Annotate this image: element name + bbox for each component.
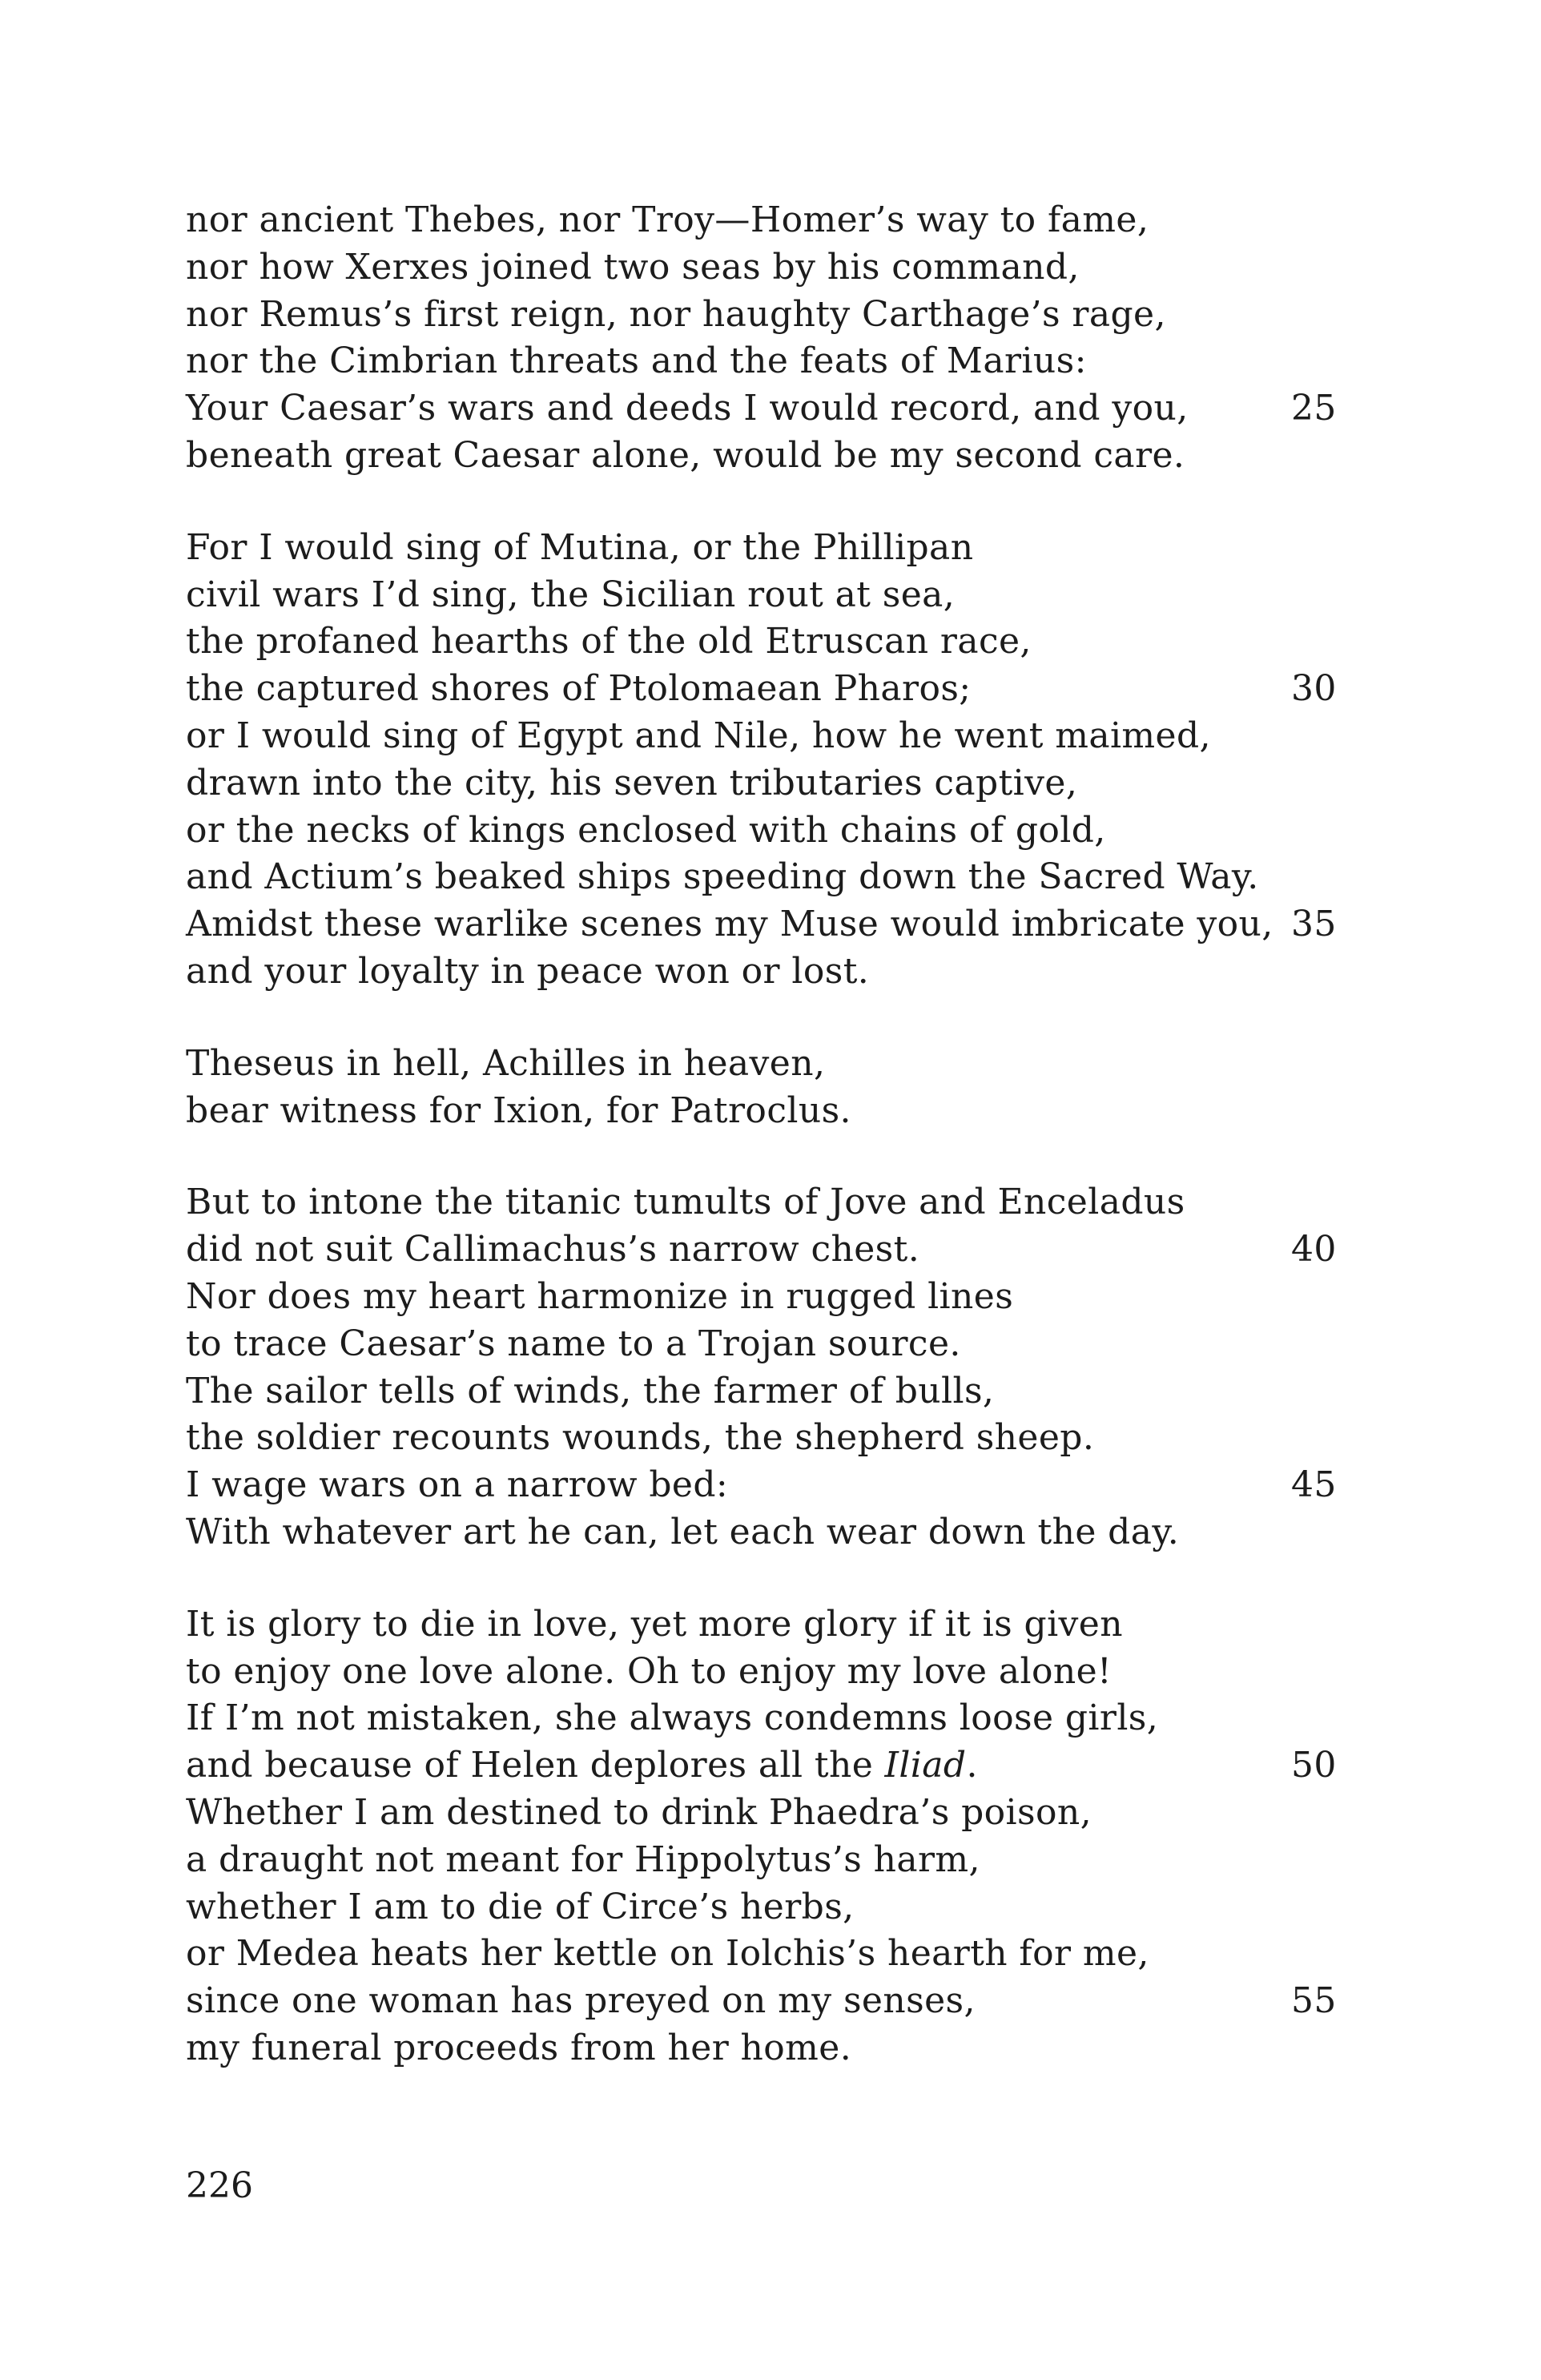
line-text: [186, 1043, 825, 1084]
line-text-roman: the captured shores of Ptolomaean Pharos;: [186, 668, 972, 710]
line-text: [186, 247, 1080, 288]
line-text-roman: Nor does my heart harmonize in rugged lines: [186, 1275, 1014, 1317]
line-text: [186, 1182, 1185, 1222]
line-text-roman: For I would sing of Mutina, or the Phillipan: [186, 526, 974, 568]
line-text: [186, 1697, 1158, 1738]
stanza: [186, 1179, 1355, 1556]
poem-line: [186, 292, 1355, 339]
line-number: 45: [1291, 1464, 1337, 1506]
poem-line: [186, 760, 1355, 807]
line-text: [186, 1090, 851, 1131]
poem-line: [186, 713, 1355, 760]
poem-line: [186, 244, 1355, 292]
line-text-roman: It is glory to die in love, yet more glory if it is given: [186, 1603, 1123, 1645]
line-text: [186, 574, 955, 615]
stanza: [186, 197, 1355, 480]
poem-line: [186, 1790, 1355, 1837]
page-number: 226: [186, 2165, 253, 2206]
line-text-roman: a draught not meant for Hippolytus’s harm,: [186, 1838, 980, 1880]
poem-line: [186, 1041, 1355, 1088]
line-text: [186, 1464, 728, 1505]
poem-line: [186, 1837, 1355, 1884]
line-text: [186, 199, 1149, 240]
poem-line: [186, 807, 1355, 855]
line-text: [186, 1229, 919, 1270]
poem-line: [186, 1509, 1355, 1556]
line-text-roman: since one woman has preyed on my senses,: [186, 1980, 976, 2022]
line-text: [186, 1887, 855, 1927]
poem-line: [186, 572, 1355, 619]
poem-line: [186, 525, 1355, 572]
line-text: [186, 1839, 980, 1880]
poem-line: [186, 433, 1355, 480]
line-text-roman: The sailor tells of winds, the farmer of bulls,: [186, 1370, 995, 1411]
poem-line: [186, 197, 1355, 244]
line-text: [186, 1417, 1094, 1458]
poem-line: [186, 618, 1355, 666]
line-text-italic-title: Iliad: [884, 1745, 967, 1786]
line-text-roman: bear witness for Ixion, for Patroclus.: [186, 1089, 851, 1131]
line-number: 35: [1291, 904, 1337, 945]
poem-line: [186, 1415, 1355, 1462]
line-text: [186, 2028, 851, 2068]
line-number: 50: [1291, 1745, 1337, 1786]
line-text-roman: the soldier recounts wounds, the shepherd sheep.: [186, 1417, 1095, 1459]
line-text-roman: or the necks of kings enclosed with chains of gold,: [186, 809, 1106, 851]
poem-line: [186, 1931, 1355, 1978]
line-number: 30: [1291, 668, 1337, 710]
line-text-roman: and because of Helen deplores all the: [186, 1745, 885, 1786]
poem-line: [186, 338, 1355, 385]
poem-line: [186, 385, 1355, 433]
poem-line: [186, 1321, 1355, 1368]
line-text: [186, 1604, 1123, 1645]
line-text-roman: to enjoy one love alone. Oh to enjoy my love alone!: [186, 1650, 1112, 1692]
line-text-roman: Amidst these warlike scenes my Muse would imbricate you,: [186, 904, 1273, 945]
line-text-roman: and Actium’s beaked ships speeding down the Sacred Way.: [186, 856, 1259, 898]
line-text: [186, 621, 1032, 662]
line-text-roman: But to intone the titanic tumults of Jove and Enceladus: [186, 1182, 1185, 1223]
line-text-roman: I wage wars on a narrow bed:: [186, 1464, 729, 1506]
poem-line: [186, 1368, 1355, 1416]
line-text: [186, 340, 1087, 381]
line-text: [186, 951, 869, 992]
poem-line: [186, 1226, 1355, 1274]
line-text-roman: my funeral proceeds from her home.: [186, 2027, 852, 2068]
poem-line: [186, 854, 1355, 901]
poem-line: [186, 1649, 1355, 1696]
line-text-roman: drawn into the city, his seven tributaries captive,: [186, 762, 1078, 803]
poem-line: [186, 1462, 1355, 1509]
stanza: [186, 1041, 1355, 1135]
line-text: [186, 763, 1077, 803]
line-text-roman: beneath great Caesar alone, would be my second care.: [186, 434, 1185, 476]
line-text-roman: whether I am to die of Circe’s herbs,: [186, 1886, 855, 1927]
line-text-roman: did not suit Callimachus’s narrow chest.: [186, 1229, 920, 1271]
poem-line: [186, 901, 1355, 948]
stanza: [186, 1601, 1355, 2072]
line-number: 40: [1291, 1229, 1337, 1271]
line-text: [186, 1276, 1013, 1317]
line-number: 55: [1291, 1980, 1337, 2022]
line-text-roman: to trace Caesar’s name to a Trojan source.: [186, 1323, 961, 1364]
line-text: [186, 904, 1273, 944]
poem-line: [186, 948, 1355, 996]
line-text-roman: With whatever art he can, let each wear down the day.: [186, 1511, 1180, 1552]
poem-line: [186, 1088, 1355, 1135]
line-text-roman: Whether I am destined to drink Phaedra’s poison,: [186, 1791, 1092, 1833]
line-text: [186, 856, 1259, 897]
line-text: [186, 1745, 978, 1786]
stanza: [186, 525, 1355, 996]
line-text: [186, 1651, 1112, 1692]
line-text: [186, 715, 1211, 756]
line-text-roman: nor Remus’s first reign, nor haughty Carthage’s rage,: [186, 293, 1166, 335]
line-text-roman: or I would sing of Egypt and Nile, how he went maimed,: [186, 715, 1211, 756]
line-text: [186, 1371, 994, 1411]
line-text-trailing: .: [966, 1745, 978, 1786]
line-number: 25: [1291, 388, 1337, 429]
poem-line: [186, 1742, 1355, 1790]
line-text: [186, 294, 1166, 335]
poem-line: [186, 1695, 1355, 1742]
poem-line: [186, 2025, 1355, 2072]
line-text: [186, 1933, 1149, 1974]
line-text: [186, 1792, 1092, 1833]
line-text-roman: or Medea heats her kettle on Iolchis’s hearth for me,: [186, 1933, 1149, 1975]
line-text-roman: Your Caesar’s wars and deeds I would record, and you,: [186, 388, 1189, 429]
line-text-roman: If I’m not mistaken, she always condemns loose girls,: [186, 1697, 1159, 1739]
line-text: [186, 668, 972, 709]
poem-line: [186, 1179, 1355, 1226]
line-text-roman: nor how Xerxes joined two seas by his command,: [186, 246, 1080, 288]
line-text: [186, 388, 1189, 429]
line-text-roman: nor ancient Thebes, nor Troy—Homer’s way to fame,: [186, 199, 1149, 240]
line-text-roman: and your loyalty in peace won or lost.: [186, 950, 870, 992]
poem-line: [186, 666, 1355, 713]
line-text: [186, 527, 973, 568]
poem-line: [186, 1978, 1355, 2025]
line-text-roman: civil wars I’d sing, the Sicilian rout at sea,: [186, 574, 956, 615]
line-text: [186, 1980, 976, 2021]
line-text-roman: the profaned hearths of the old Etruscan race,: [186, 621, 1032, 662]
line-text: [186, 1512, 1179, 1552]
poem-line: [186, 1884, 1355, 1931]
line-text: [186, 810, 1106, 851]
poem-body: [186, 197, 1355, 2117]
line-text-roman: nor the Cimbrian threats and the feats of Marius:: [186, 340, 1087, 382]
line-text: [186, 1323, 961, 1364]
line-text: [186, 435, 1185, 476]
poem-line: [186, 1274, 1355, 1321]
line-text-roman: Theseus in hell, Achilles in heaven,: [186, 1042, 826, 1084]
poem-line: [186, 1601, 1355, 1649]
